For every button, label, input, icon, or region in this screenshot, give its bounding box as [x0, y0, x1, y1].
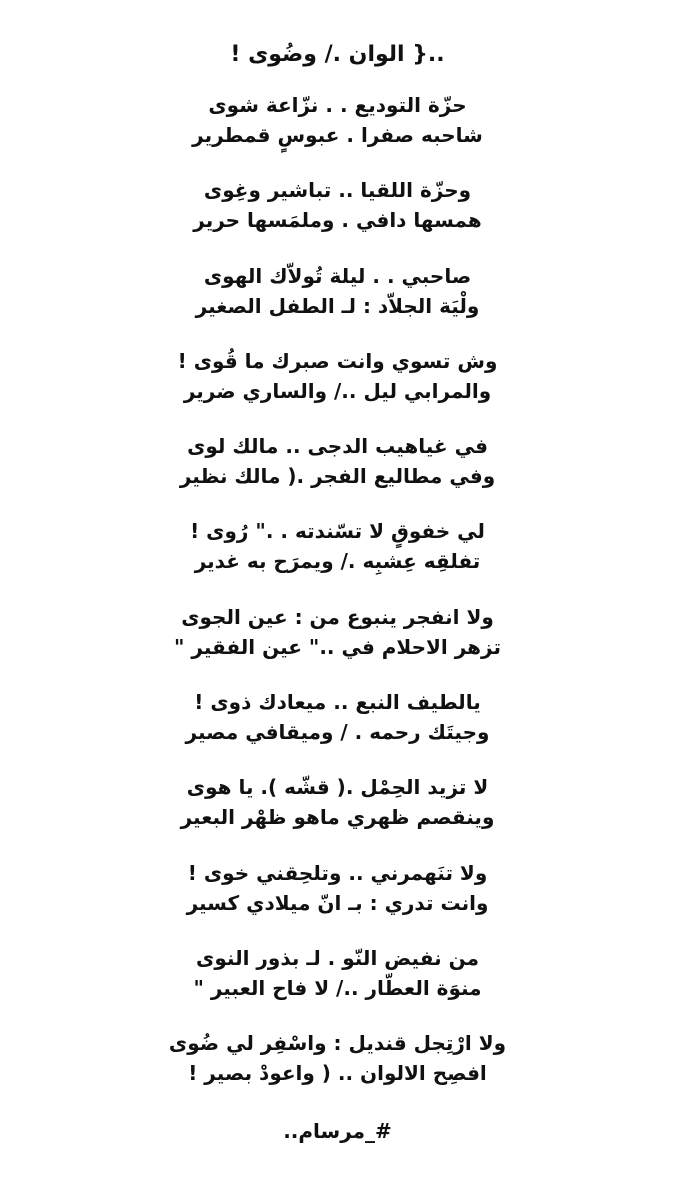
stanza — [0, 1028, 675, 1113]
stanza — [0, 431, 675, 516]
poem-title: ..{ الوان ./ وضُوى ! — [230, 42, 445, 67]
verse-line: ولا انفجر ينبوع من : عين الجوى — [181, 604, 494, 629]
verse-line: من نفيض النّو . لـ بذور النوى — [196, 945, 479, 970]
verse-line: وينقصم ظهري ماهو ظهْر البعير — [180, 805, 495, 830]
verse-line: حزّة التوديع . . نزّاعة شوى — [208, 93, 467, 117]
poem-stanzas — [0, 90, 675, 1114]
verse-line: والمرابي ليل ../ والساري ضرير — [183, 378, 492, 403]
verse-line: شاحبه صفرا . عبوسٍ قمطرير — [192, 123, 483, 147]
verse-line: لا تزيد الحِمْل .( قشّه ). يا هوى — [186, 775, 489, 800]
verse-line: لي خفوقٍ لا تسّندته . ." رُوى ! — [190, 519, 485, 544]
verse-line: تزهر الاحلام في .." عين الفقير " — [174, 634, 501, 659]
verse-line: همسها دافي . وملمَسها حرير — [193, 208, 482, 233]
verse-line: في غياهيب الدجى .. مالك لوى — [187, 434, 488, 459]
verse-line: تفلقِه عِشبِه ./ ويمرَح به غدير — [194, 549, 481, 574]
stanza — [0, 602, 675, 687]
verse-line: ولا ارْتِجل قنديل : واسْفِر لي ضُوى — [168, 1031, 507, 1056]
author-signature: #_مرسام.. — [283, 1119, 392, 1143]
stanza — [0, 943, 675, 1028]
verse-line: وفي مطاليع الفجر .( مالك نظير — [179, 464, 496, 489]
verse-line: وش تسوي وانت صبرك ما قُوى ! — [177, 348, 498, 373]
stanza — [0, 261, 675, 346]
stanza — [0, 858, 675, 943]
stanza — [0, 516, 675, 601]
verse-line: ولا تنَهمرني .. وتلحِقني خوى ! — [187, 860, 488, 885]
verse-line: منوَة العطّار ../ لا فاح العبير " — [193, 975, 482, 1000]
verse-line: يالطيف النبع .. ميعادك ذوى ! — [194, 690, 481, 715]
stanza — [0, 346, 675, 431]
stanza — [0, 175, 675, 260]
stanza — [0, 687, 675, 772]
verse-line: ولْيَة الجلاّد : لـ الطفل الصغير — [195, 293, 480, 318]
verse-line: افصِح الالوان .. ( واعودْ بصير ! — [188, 1061, 487, 1086]
verse-line: وجيتَك رحمه . / وميقافي مصير — [185, 720, 490, 745]
stanza — [0, 90, 675, 175]
stanza — [0, 772, 675, 857]
verse-line: وانت تدري : بـ انّ ميلادي كسير — [186, 890, 489, 915]
verse-line: وحزّة اللقيا .. تباشير وغِوى — [203, 178, 472, 203]
verse-line: صاحبي . . ليلة تُولاّك الهوى — [203, 263, 472, 288]
